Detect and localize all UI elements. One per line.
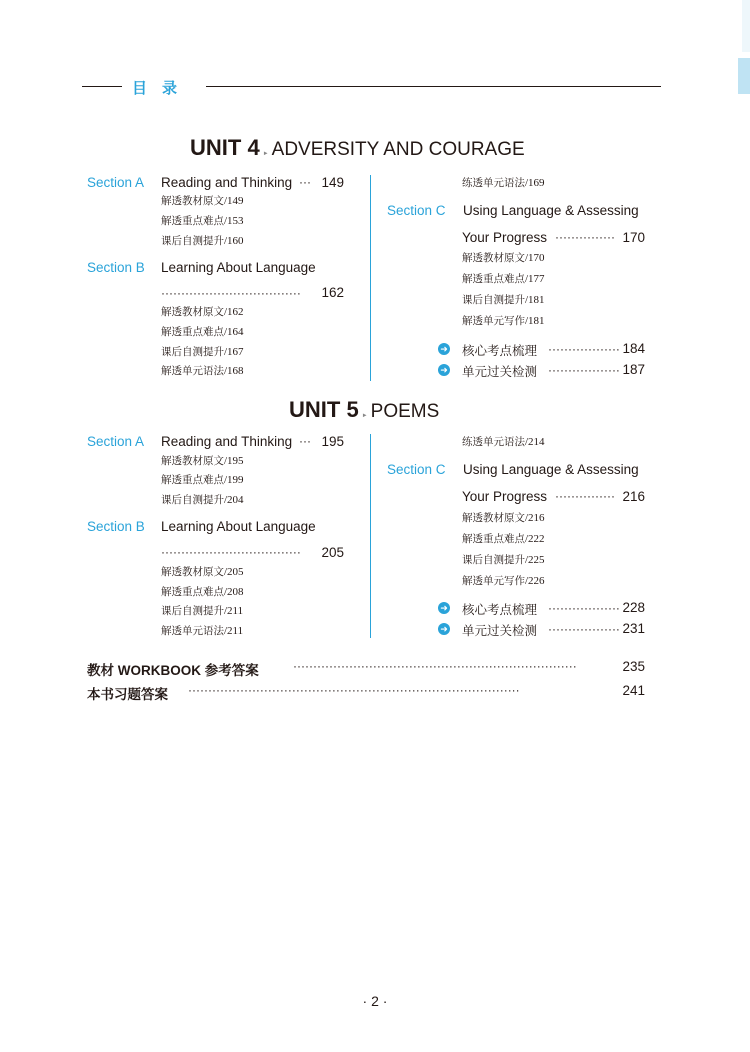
header-rule-right — [206, 86, 661, 87]
bullet-item-label[interactable]: 单元过关检测 — [462, 624, 538, 638]
sub-entry[interactable]: 课后自测提升/204 — [161, 494, 244, 506]
section-b-title[interactable]: Learning About Language — [161, 260, 316, 275]
sub-entry[interactable]: 解透教材原文/162 — [161, 306, 244, 318]
answers-book-leader: ··················································································· — [188, 683, 520, 697]
bullet-item-page: 231 — [622, 621, 645, 636]
section-c-leader: ··············· — [555, 230, 615, 244]
circle-arrow-right-icon: ➜ — [438, 602, 450, 614]
column-divider — [370, 434, 371, 638]
arrow-icon: ► — [262, 151, 269, 157]
bullet-item-label[interactable]: 单元过关检测 — [462, 365, 538, 379]
section-c-page: 216 — [622, 489, 645, 504]
bullet-item-leader: ·················· — [548, 622, 620, 636]
section-a-label: Section A — [87, 434, 145, 449]
bullet-item-leader: ·················· — [548, 342, 620, 356]
answers-workbook-page: 235 — [622, 659, 645, 674]
sub-entry[interactable]: 解透教材原文/149 — [161, 195, 244, 207]
bullet-item-label[interactable]: 核心考点梳理 — [462, 603, 538, 617]
section-c-leader: ··············· — [555, 489, 615, 503]
section-c-title[interactable]: Using Language & Assessing — [463, 203, 639, 218]
circle-arrow-right-icon: ➜ — [438, 623, 450, 635]
section-a-leader: ··· — [299, 175, 311, 189]
circle-arrow-right-icon: ➜ — [438, 364, 450, 376]
sub-entry[interactable]: 解透单元语法/211 — [161, 625, 244, 637]
unit-number: UNIT 5 — [289, 397, 359, 422]
answers-book-page: 241 — [622, 683, 645, 698]
section-a-page: 195 — [321, 434, 344, 449]
bullet-item-leader: ·················· — [548, 601, 620, 615]
unit-heading — [190, 135, 525, 161]
answers-book-label[interactable]: 本书习题答案 — [87, 687, 168, 702]
sub-entry[interactable]: 解透重点难点/208 — [161, 586, 244, 598]
column-divider — [370, 175, 371, 381]
sub-entry[interactable]: 练透单元语法/169 — [462, 177, 545, 189]
header-rule-left — [82, 86, 122, 87]
section-a-title[interactable]: Reading and Thinking — [161, 434, 293, 449]
arrow-icon: ► — [361, 413, 368, 419]
bullet-item-page: 187 — [622, 362, 645, 377]
answers-workbook-label[interactable]: 教材 WORKBOOK 参考答案 — [87, 663, 259, 678]
bullet-item-leader: ·················· — [548, 363, 620, 377]
sub-entry[interactable]: 解透单元写作/181 — [462, 315, 545, 327]
sub-entry[interactable]: 解透教材原文/205 — [161, 566, 244, 578]
section-b-leader: ··································· — [161, 545, 301, 559]
unit-number: UNIT 4 — [190, 135, 260, 160]
section-b-label: Section B — [87, 260, 145, 275]
sub-entry[interactable]: 课后自测提升/181 — [462, 294, 545, 306]
section-c-title[interactable]: Using Language & Assessing — [463, 462, 639, 477]
sub-entry[interactable]: 解透重点难点/222 — [462, 533, 545, 545]
section-c-label: Section C — [387, 462, 446, 477]
unit-name: POEMS — [370, 401, 440, 422]
section-a-leader: ··· — [299, 434, 311, 448]
corner-decoration-light — [742, 0, 750, 52]
bullet-item-label[interactable]: 核心考点梳理 — [462, 344, 538, 358]
section-b-title[interactable]: Learning About Language — [161, 519, 316, 534]
section-a-label: Section A — [87, 175, 145, 190]
bullet-item-page: 184 — [622, 341, 645, 356]
section-c-title-cont[interactable]: Your Progress — [462, 230, 548, 245]
sub-entry[interactable]: 解透教材原文/195 — [161, 455, 244, 467]
sub-entry[interactable]: 课后自测提升/160 — [161, 235, 244, 247]
sub-entry[interactable]: 解透重点难点/153 — [161, 215, 244, 227]
bullet-item-page: 228 — [622, 600, 645, 615]
section-a-page: 149 — [321, 175, 344, 190]
sub-entry[interactable]: 解透教材原文/216 — [462, 512, 545, 524]
sub-entry[interactable]: 解透单元写作/226 — [462, 575, 545, 587]
sub-entry[interactable]: 解透重点难点/177 — [462, 273, 545, 285]
sub-entry[interactable]: 课后自测提升/211 — [161, 605, 244, 617]
section-b-leader: ··································· — [161, 286, 301, 300]
sub-entry[interactable]: 课后自测提升/167 — [161, 346, 244, 358]
section-b-page: 205 — [321, 545, 344, 560]
section-c-title-cont[interactable]: Your Progress — [462, 489, 548, 504]
unit-name: ADVERSITY AND COURAGE — [271, 139, 525, 160]
section-b-label: Section B — [87, 519, 145, 534]
sub-entry[interactable]: 解透重点难点/164 — [161, 326, 244, 338]
circle-arrow-right-icon: ➜ — [438, 343, 450, 355]
sub-entry[interactable]: 解透单元语法/168 — [161, 365, 244, 377]
corner-decoration-tab — [738, 58, 750, 94]
page-number: · 2 · — [362, 993, 388, 1009]
sub-entry[interactable]: 练透单元语法/214 — [462, 436, 545, 448]
sub-entry[interactable]: 解透重点难点/199 — [161, 474, 244, 486]
answers-workbook-leader: ······································································· — [293, 659, 577, 673]
toc-title: 目 录 — [132, 80, 178, 97]
section-b-page: 162 — [321, 285, 344, 300]
sub-entry[interactable]: 解透教材原文/170 — [462, 252, 545, 264]
unit-heading — [289, 397, 439, 423]
section-a-title[interactable]: Reading and Thinking — [161, 175, 293, 190]
sub-entry[interactable]: 课后自测提升/225 — [462, 554, 545, 566]
section-c-page: 170 — [622, 230, 645, 245]
section-c-label: Section C — [387, 203, 446, 218]
